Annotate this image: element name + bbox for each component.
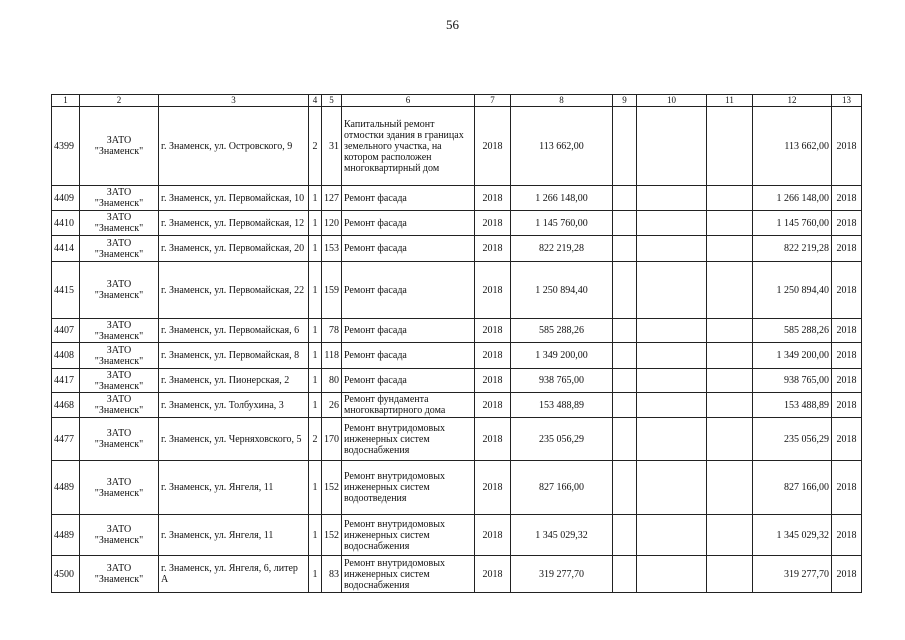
cell-col-9 [613, 418, 637, 461]
cell-address: г. Знаменск, ул. Янгеля, 11 [159, 515, 309, 556]
cell-entrances: 26 [322, 393, 342, 418]
cell-year-done: 2018 [832, 236, 862, 262]
cell-address: г. Знаменск, ул. Толбухина, 3 [159, 393, 309, 418]
cell-total-cost: 1 349 200,00 [753, 343, 832, 369]
table-row [52, 107, 862, 186]
cell-year-planned: 2018 [475, 393, 511, 418]
cell-municipality: ЗАТО "Знаменск" [80, 393, 159, 418]
cell-row-number: 4500 [52, 556, 80, 593]
cell-entrances: 152 [322, 515, 342, 556]
cell-total-cost: 113 662,00 [753, 107, 832, 186]
cell-municipality: ЗАТО "Знаменск" [80, 343, 159, 369]
cell-total-cost: 1 145 760,00 [753, 211, 832, 236]
cell-total-cost: 827 166,00 [753, 461, 832, 515]
cell-address: г. Знаменск, ул. Янгеля, 11 [159, 461, 309, 515]
cell-year-done: 2018 [832, 319, 862, 343]
table-row [52, 393, 862, 418]
cell-cost: 235 056,29 [511, 418, 613, 461]
cell-entrances: 78 [322, 319, 342, 343]
cell-entrances: 80 [322, 369, 342, 393]
table-row [52, 186, 862, 211]
cell-municipality: ЗАТО "Знаменск" [80, 107, 159, 186]
cell-year-done: 2018 [832, 515, 862, 556]
cell-year-done: 2018 [832, 343, 862, 369]
cell-municipality: ЗАТО "Знаменск" [80, 211, 159, 236]
cell-year-planned: 2018 [475, 461, 511, 515]
cell-row-number: 4407 [52, 319, 80, 343]
cell-municipality: ЗАТО "Знаменск" [80, 319, 159, 343]
cell-row-number: 4414 [52, 236, 80, 262]
cell-address: г. Знаменск, ул. Первомайская, 12 [159, 211, 309, 236]
cell-year-done: 2018 [832, 262, 862, 319]
cell-floors: 2 [309, 418, 322, 461]
cell-col-11 [707, 262, 753, 319]
cell-row-number: 4408 [52, 343, 80, 369]
cell-total-cost: 153 488,89 [753, 393, 832, 418]
cell-year-planned: 2018 [475, 418, 511, 461]
cell-year-done: 2018 [832, 107, 862, 186]
cell-year-done: 2018 [832, 461, 862, 515]
table-row [52, 515, 862, 556]
cell-floors: 1 [309, 393, 322, 418]
cell-address: г. Знаменск, ул. Первомайская, 22 [159, 262, 309, 319]
cell-col-10 [637, 393, 707, 418]
cell-col-11 [707, 186, 753, 211]
cell-col-10 [637, 461, 707, 515]
cell-year-planned: 2018 [475, 556, 511, 593]
table-row [52, 236, 862, 262]
cell-entrances: 118 [322, 343, 342, 369]
cell-floors: 1 [309, 556, 322, 593]
cell-work-type: Ремонт фасада [342, 262, 475, 319]
cell-col-9 [613, 186, 637, 211]
table-row [52, 343, 862, 369]
cell-municipality: ЗАТО "Знаменск" [80, 556, 159, 593]
column-header: 3 [159, 95, 309, 107]
cell-row-number: 4399 [52, 107, 80, 186]
cell-work-type: Ремонт внутридомовых инженерных систем водоотведения [342, 461, 475, 515]
cell-col-10 [637, 556, 707, 593]
cell-year-planned: 2018 [475, 236, 511, 262]
cell-col-9 [613, 211, 637, 236]
cell-year-done: 2018 [832, 556, 862, 593]
cell-col-9 [613, 393, 637, 418]
cell-year-planned: 2018 [475, 186, 511, 211]
table-row [52, 461, 862, 515]
cell-row-number: 4489 [52, 515, 80, 556]
table-row [52, 319, 862, 343]
cell-cost: 827 166,00 [511, 461, 613, 515]
cell-col-11 [707, 461, 753, 515]
cell-col-10 [637, 107, 707, 186]
cell-municipality: ЗАТО "Знаменск" [80, 461, 159, 515]
cell-col-9 [613, 107, 637, 186]
cell-municipality: ЗАТО "Знаменск" [80, 262, 159, 319]
cell-municipality: ЗАТО "Знаменск" [80, 369, 159, 393]
cell-cost: 319 277,70 [511, 556, 613, 593]
cell-address: г. Знаменск, ул. Пионерская, 2 [159, 369, 309, 393]
cell-col-10 [637, 262, 707, 319]
cell-year-planned: 2018 [475, 369, 511, 393]
cell-floors: 1 [309, 343, 322, 369]
cell-municipality: ЗАТО "Знаменск" [80, 236, 159, 262]
cell-total-cost: 938 765,00 [753, 369, 832, 393]
cell-work-type: Ремонт внутридомовых инженерных систем водоснабжения [342, 418, 475, 461]
cell-col-11 [707, 107, 753, 186]
cell-floors: 1 [309, 236, 322, 262]
cell-row-number: 4409 [52, 186, 80, 211]
column-header: 7 [475, 95, 511, 107]
cell-cost: 822 219,28 [511, 236, 613, 262]
cell-address: г. Знаменск, ул. Черняховского, 5 [159, 418, 309, 461]
cell-cost: 1 349 200,00 [511, 343, 613, 369]
cell-address: г. Знаменск, ул. Первомайская, 20 [159, 236, 309, 262]
cell-floors: 1 [309, 186, 322, 211]
cell-col-11 [707, 393, 753, 418]
cell-entrances: 152 [322, 461, 342, 515]
cell-year-planned: 2018 [475, 319, 511, 343]
cell-col-10 [637, 369, 707, 393]
cell-entrances: 127 [322, 186, 342, 211]
cell-floors: 1 [309, 369, 322, 393]
page-number: 56 [446, 17, 459, 32]
cell-col-9 [613, 369, 637, 393]
cell-entrances: 170 [322, 418, 342, 461]
table-row [52, 418, 862, 461]
column-header-row [52, 95, 862, 107]
cell-year-done: 2018 [832, 393, 862, 418]
cell-address: г. Знаменск, ул. Первомайская, 10 [159, 186, 309, 211]
cell-row-number: 4477 [52, 418, 80, 461]
cell-year-planned: 2018 [475, 211, 511, 236]
column-header: 8 [511, 95, 613, 107]
cell-col-11 [707, 556, 753, 593]
cell-col-9 [613, 515, 637, 556]
cell-entrances: 159 [322, 262, 342, 319]
cell-col-9 [613, 461, 637, 515]
column-header: 10 [637, 95, 707, 107]
cell-total-cost: 235 056,29 [753, 418, 832, 461]
cell-col-9 [613, 236, 637, 262]
column-header: 11 [707, 95, 753, 107]
cell-col-11 [707, 418, 753, 461]
cell-col-9 [613, 262, 637, 319]
cell-entrances: 120 [322, 211, 342, 236]
cell-cost: 938 765,00 [511, 369, 613, 393]
cell-row-number: 4415 [52, 262, 80, 319]
cell-total-cost: 822 219,28 [753, 236, 832, 262]
cell-total-cost: 319 277,70 [753, 556, 832, 593]
cell-row-number: 4410 [52, 211, 80, 236]
cell-col-10 [637, 343, 707, 369]
cell-municipality: ЗАТО "Знаменск" [80, 515, 159, 556]
cell-col-10 [637, 515, 707, 556]
cell-col-10 [637, 418, 707, 461]
cell-col-11 [707, 319, 753, 343]
cell-work-type: Капитальный ремонт отмостки здания в границах земельного участка, на котором расположен многоквартирный дом [342, 107, 475, 186]
cell-work-type: Ремонт фундамента многоквартирного дома [342, 393, 475, 418]
column-header: 9 [613, 95, 637, 107]
cell-year-planned: 2018 [475, 343, 511, 369]
table-row [52, 262, 862, 319]
column-header: 5 [322, 95, 342, 107]
column-header: 4 [309, 95, 322, 107]
cell-work-type: Ремонт фасада [342, 236, 475, 262]
cell-work-type: Ремонт фасада [342, 319, 475, 343]
cell-total-cost: 585 288,26 [753, 319, 832, 343]
cell-col-9 [613, 556, 637, 593]
cell-col-9 [613, 319, 637, 343]
cell-row-number: 4489 [52, 461, 80, 515]
cell-work-type: Ремонт фасада [342, 343, 475, 369]
table-row [52, 369, 862, 393]
cell-col-10 [637, 319, 707, 343]
cell-work-type: Ремонт внутридомовых инженерных систем водоснабжения [342, 556, 475, 593]
column-header: 1 [52, 95, 80, 107]
cell-cost: 1 145 760,00 [511, 211, 613, 236]
cell-col-10 [637, 236, 707, 262]
cell-floors: 1 [309, 211, 322, 236]
cell-work-type: Ремонт фасада [342, 369, 475, 393]
cell-floors: 1 [309, 262, 322, 319]
cell-col-10 [637, 186, 707, 211]
cell-col-11 [707, 515, 753, 556]
cell-row-number: 4468 [52, 393, 80, 418]
cell-year-planned: 2018 [475, 515, 511, 556]
cell-work-type: Ремонт внутридомовых инженерных систем водоснабжения [342, 515, 475, 556]
cell-total-cost: 1 250 894,40 [753, 262, 832, 319]
cell-year-done: 2018 [832, 211, 862, 236]
cell-cost: 1 250 894,40 [511, 262, 613, 319]
cell-col-11 [707, 343, 753, 369]
cell-row-number: 4417 [52, 369, 80, 393]
table-body [52, 95, 862, 593]
cell-municipality: ЗАТО "Знаменск" [80, 418, 159, 461]
cell-floors: 1 [309, 461, 322, 515]
works-table [51, 94, 862, 593]
cell-year-done: 2018 [832, 418, 862, 461]
cell-col-9 [613, 343, 637, 369]
cell-cost: 1 345 029,32 [511, 515, 613, 556]
cell-work-type: Ремонт фасада [342, 211, 475, 236]
cell-entrances: 83 [322, 556, 342, 593]
cell-address: г. Знаменск, ул. Первомайская, 8 [159, 343, 309, 369]
table-row [52, 556, 862, 593]
cell-year-done: 2018 [832, 369, 862, 393]
cell-floors: 2 [309, 107, 322, 186]
cell-work-type: Ремонт фасада [342, 186, 475, 211]
cell-col-11 [707, 211, 753, 236]
column-header: 13 [832, 95, 862, 107]
cell-year-planned: 2018 [475, 262, 511, 319]
cell-floors: 1 [309, 515, 322, 556]
cell-floors: 1 [309, 319, 322, 343]
cell-col-11 [707, 369, 753, 393]
cell-year-done: 2018 [832, 186, 862, 211]
cell-municipality: ЗАТО "Знаменск" [80, 186, 159, 211]
cell-address: г. Знаменск, ул. Первомайская, 6 [159, 319, 309, 343]
cell-year-planned: 2018 [475, 107, 511, 186]
column-header: 6 [342, 95, 475, 107]
cell-address: г. Знаменск, ул. Островского, 9 [159, 107, 309, 186]
cell-cost: 113 662,00 [511, 107, 613, 186]
column-header: 2 [80, 95, 159, 107]
cell-col-10 [637, 211, 707, 236]
cell-entrances: 153 [322, 236, 342, 262]
cell-cost: 585 288,26 [511, 319, 613, 343]
cell-entrances: 31 [322, 107, 342, 186]
cell-col-11 [707, 236, 753, 262]
cell-address: г. Знаменск, ул. Янгеля, 6, литер А [159, 556, 309, 593]
cell-total-cost: 1 345 029,32 [753, 515, 832, 556]
cell-cost: 153 488,89 [511, 393, 613, 418]
cell-cost: 1 266 148,00 [511, 186, 613, 211]
column-header: 12 [753, 95, 832, 107]
cell-total-cost: 1 266 148,00 [753, 186, 832, 211]
table-row [52, 211, 862, 236]
